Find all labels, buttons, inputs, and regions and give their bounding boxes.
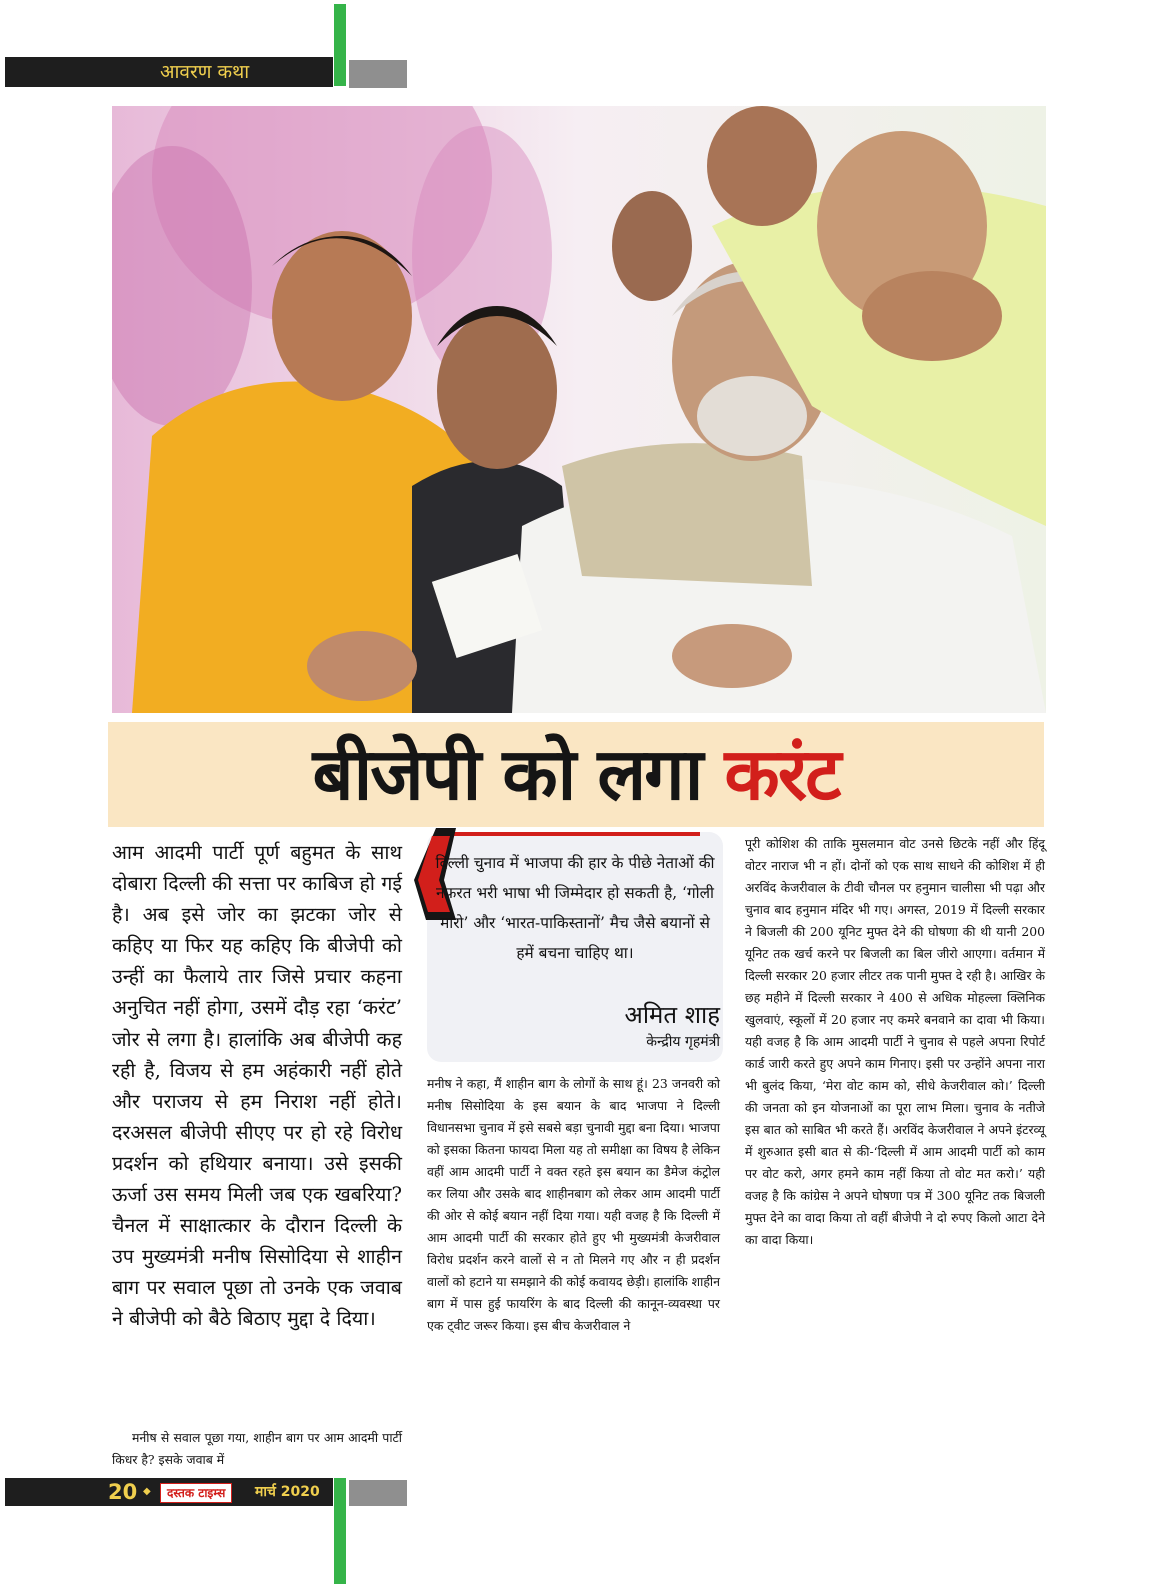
body-column-2: मनीष ने कहा, मैं शाहीन बाग के लोगों के साथ हूं। 23 जनवरी को मनीष सिसोदिया के इस बयान के बाद भाजपा ने दिल्ली विधानसभा चुनाव में इसे सबसे बड़ा चुनावी मुद्दा बना दिया। भाजपा को इसका कितना फायदा मिला यह तो समीक्षा का विषय है लेकिन वहीं आम आदमी पार्टी ने वक्त रहते इस बयान का डैमेज कंट्रोल कर लिया और उसके बाद शाहीनबाग को लेकर आम आदमी पार्टी की ओर से कोई बयान नहीं दिया गया। यही वजह है कि दिल्ली में आम आदमी पार्टी की सरकार होते हुए भी मुख्यमंत्री केजरीवाल विरोध प्रदर्शन करने वालों से न तो मिलने गए और न ही प्रदर्शन वालों को हटाने या समझाने की कोई कवायद छेड़ी। हालांकि शाहीन बाग में पास हुई फायरिंग के बाद दिल्ली की कानून-व्यवस्था पर एक ट्वीट जरूर किया। इस बीच केजरीवाल ने	[427, 1076, 721, 1333]
body-column-1: मनीष से सवाल पूछा गया, शाहीन बाग पर आम आदमी पार्टी किधर है? इसके जवाब में	[112, 1430, 402, 1467]
pull-quote-author: अमित शाह	[624, 1001, 720, 1029]
body-column-3: पूरी कोशिश की ताकि मुसलमान वोट उनसे छिटके नहीं और हिंदू वोटर नाराज भी न हों। दोनों को एक साथ साधने की कोशिश में ही अरविंद केजरीवाल के टीवी चौनल पर हनुमान चालीसा भी पढ़ा और चुनाव बाद हनुमान मंदिर भी गए। अगस्त, 2019 में दिल्ली सरकार ने बिजली की 200 यूनिट मुफ्त देने की घोषणा की थी यानी 200 यूनिट तक खर्च करने पर बिजली का बिल जीरो आएगा। वर्तमान में दिल्ली सरकार 20 हजार लीटर तक पानी मुफ्त दे रही है। आखिर के छह महीने में दिल्ली सरकार ने 400 से अधिक मोहल्ला क्लिनिक खुलवाएं, स्कूलों में 20 हजार नए कमरे बनवाने का दावा भी किया। यही वजह है कि आम आदमी पार्टी ने चुनाव से पहले अपना रिपोर्ट कार्ड जारी करते हुए अपने काम गिनाए। इसी पर उन्होंने अपना नारा भी बुलंद किया, ‘मेरा वोट काम को, सीधे केजरीवाल को।’ दिल्ली की जनता को इन योजनाओं का पूरा लाभ मिला। चुनाव के नतीजे इस बात को साबित भी करते हैं। अरविंद केजरीवाल ने अपने इंटरव्यू में शुरुआत इसी बात से की-‘दिल्ली में आम आदमी पार्टी को काम पर वोट करो, अगर हमने काम नहीं किया तो वोट मत करो।’ यही वजह है कि कांग्रेस ने अपने घोषणा पत्र में 300 यूनिट तक बिजली मुफ्त देने का वादा किया तो वहीं बीजेपी ने दो रुपए किलो आटा देने का वादा किया।	[745, 836, 1045, 1247]
grey-accent-block-bottom	[349, 1480, 407, 1506]
headline	[108, 722, 1044, 827]
grey-accent-block-top	[349, 60, 407, 88]
headline-main: बीजेपी को लगा	[312, 732, 725, 816]
footer-separator: ◆	[143, 1486, 151, 1497]
section-label: आवरण कथा	[160, 61, 250, 83]
green-accent-bar-top	[334, 4, 346, 86]
issue-date: मार्च 2020	[255, 1484, 320, 1500]
lead-paragraph: आम आदमी पार्टी पूर्ण बहुमत के साथ दोबारा दिल्ली की सत्ता पर काबिज हो गई है। अब इसे जोर का झटका जोर से कहिए या फिर यह कहिए कि बीजेपी को उन्हीं का फैलाये तार जिसे प्रचार कहना अनुचित नहीं होगा, उसमें दौड़ रहा ‘करंट’ जोर से लगा है। हालांकि अब बीजेपी कह रही है, विजय से हम अहंकारी नहीं होते और पराजय से हम निराश नहीं होते। दरअसल बीजेपी सीएए पर हो रहे विरोध प्रदर्शन को हथियार बनाया। उसे इसकी ऊर्जा उस समय मिली जब एक खबरिया? चैनल में साक्षात्कार के दौरान दिल्ली के उप मुख्यमंत्री मनीष सिसोदिया से शाहीन बाग पर सवाल पूछा तो उनके एक जवाब ने बीजेपी को बैठे बिठाए मुद्दा दे दिया।	[112, 841, 402, 1331]
pull-quote-role: केन्द्रीय गृहमंत्री	[646, 1034, 720, 1050]
page-number: 20	[108, 1480, 138, 1504]
green-accent-bar-bottom	[334, 1478, 346, 1584]
pull-quote-rule	[440, 832, 700, 836]
photo-of-leaders-icon	[112, 106, 1046, 713]
cover-photo	[112, 106, 1046, 713]
publication-logo: दस्तक टाइम्स	[160, 1483, 232, 1503]
pull-quote-text: दिल्ली चुनाव में भाजपा की हार के पीछे नेताओं की नफरत भरी भाषा भी जिम्मेदार हो सकती है, ‘गोली मारो’ और ‘भारत-पाकिस्तानों’ मैच जैसे बयानों से हमें बचना चाहिए था।	[435, 854, 715, 962]
headline-accent: करंट	[724, 732, 840, 816]
